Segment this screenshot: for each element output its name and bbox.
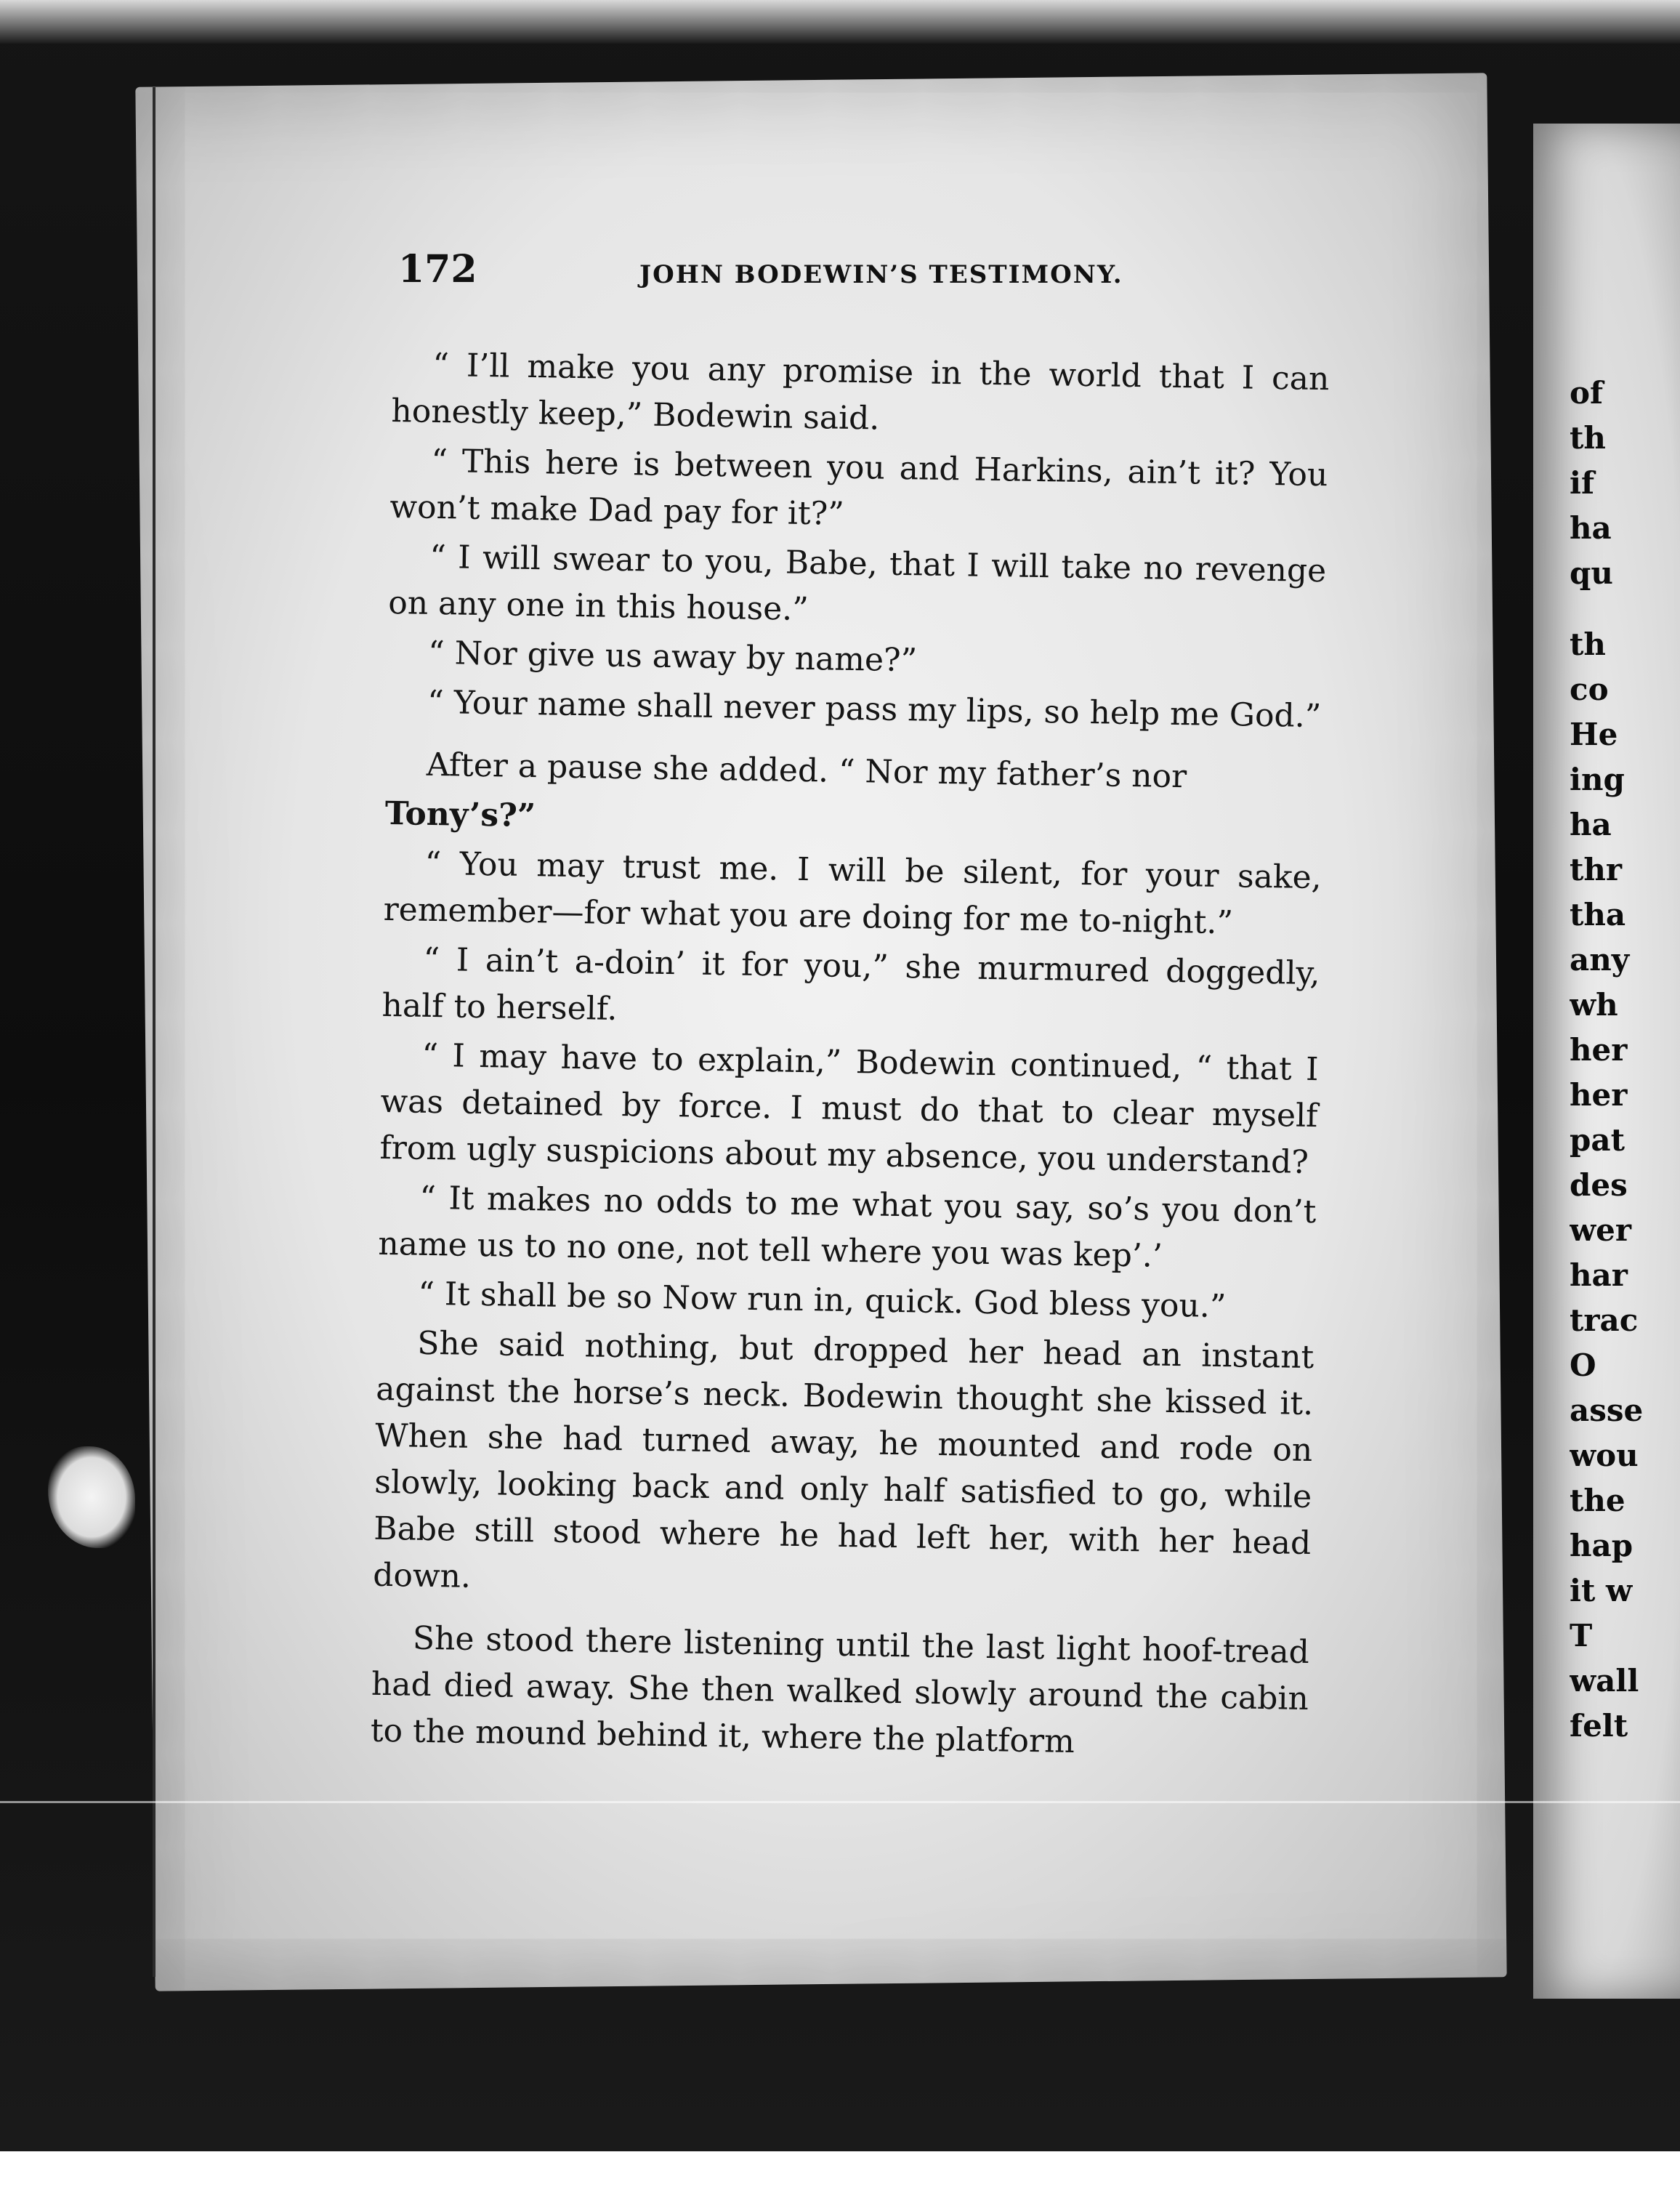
film-top-edge [0,0,1680,44]
facing-fragment: har [1570,1257,1628,1293]
facing-page-text [1570,371,1680,1749]
paragraph: “ It shall be so Now run in, quick. God bless you.” [418,1275,1227,1326]
paragraph: “ I’ll make you any promise in the world that I can honestly keep,” Bodewin said. [391,346,1330,438]
facing-fragment: pat [1570,1122,1625,1158]
facing-fragment: des [1570,1167,1628,1203]
facing-fragment: wou [1570,1438,1639,1473]
paragraph: “ You may trust me. I will be silent, for your sake, remember—for what you are doing for me to-night.” [383,845,1322,942]
paragraph: “ I will swear to you, Babe, that I will take no revenge on any one in this house.” [387,538,1327,629]
facing-fragment: it w [1570,1573,1633,1608]
facing-fragment: wall [1570,1663,1639,1699]
paragraph: After a pause she added. “ Nor my father’s nor [426,746,1187,796]
facing-fragment: qu [1570,555,1613,591]
body-text [370,342,1329,1772]
facing-fragment: ing [1570,762,1625,797]
facing-fragment: of [1570,375,1604,411]
paragraph: “ It makes no odds to me what you say, so’s you don’t name us to no one, not tell where you was kep’.’ [378,1179,1317,1275]
facing-fragment: th [1570,626,1606,662]
paragraph: “ I may have to explain,” Bodewin continued, “ that I was detained by force. I must do that to clear myself from ugly suspicions about my absence, you understand? [379,1036,1319,1181]
facing-fragment: ha [1570,807,1612,842]
facing-fragment: the [1570,1483,1626,1518]
facing-fragment: wer [1570,1212,1632,1248]
facing-fragment: T [1570,1618,1593,1653]
facing-fragment: ha [1570,510,1612,546]
facing-fragment: trac [1570,1302,1639,1338]
paragraph: She said nothing, but dropped her head an instant against the horse’s neck. Bodewin thought she kissed it. When she had turned away, he mounted and rode on slowly, looking back and only half satisfied to go, while Babe still stood where he had left her, with her head down. [372,1324,1314,1595]
facing-fragment: hap [1570,1528,1633,1563]
film-bottom-edge [0,2151,1680,2192]
running-head: JOHN BODEWIN’S TESTIMONY. [639,260,1123,289]
facing-fragment: felt [1570,1708,1628,1744]
film-scratch [0,1801,1680,1803]
facing-fragment: thr [1570,852,1623,887]
facing-fragment: asse [1570,1393,1644,1428]
facing-fragment: O [1570,1347,1596,1383]
facing-fragment: tha [1570,897,1626,932]
facing-fragment: if [1570,465,1595,501]
page-binding-edge [153,87,156,1977]
paragraph: “ Nor give us away by name?” [427,634,918,680]
paragraph: “ I ain’t a-doin’ it for you,” she murmured doggedly, half to herself. [381,940,1320,1028]
paragraph: “ Your name shall never pass my lips, so help me God.” [427,683,1322,736]
facing-fragment: wh [1570,987,1618,1023]
facing-fragment: th [1570,420,1606,456]
paragraph: “ This here is between you and Harkins, ain’t it? You won’t make Dad pay for it?” [389,442,1328,533]
page-number: 172 [398,247,477,291]
facing-fragment: any [1570,942,1630,978]
facing-fragment: He [1570,717,1618,752]
facing-fragment: her [1570,1032,1628,1068]
facing-fragment: co [1570,672,1609,707]
facing-fragment: her [1570,1077,1628,1113]
paragraph: She stood there listening until the last light hoof-tread had died away. She then walked slowly around the cabin to the mound behind it, where the platform [370,1619,1310,1760]
bold-text: Tony’s?” [384,794,536,835]
